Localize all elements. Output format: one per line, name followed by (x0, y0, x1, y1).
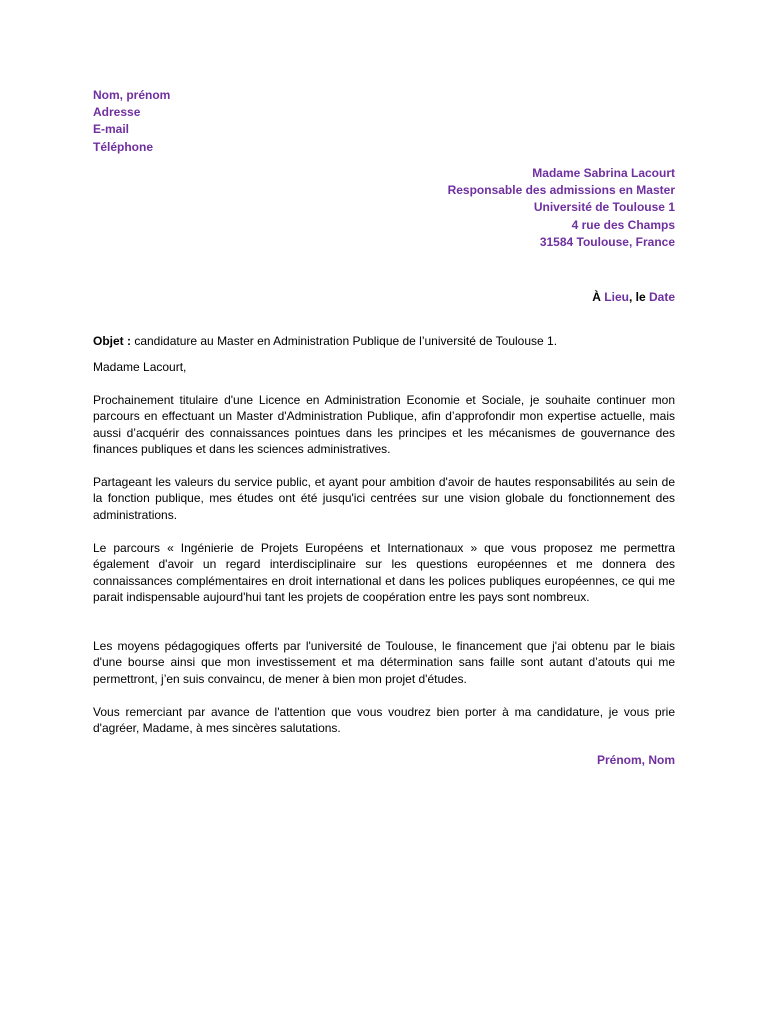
subject-label: Objet : (93, 334, 131, 348)
sender-block (93, 87, 393, 156)
sender-phone: Téléphone (93, 139, 154, 154)
body-paragraph-1: Prochainement titulaire d'une Licence en Administration Economie et Sociale, je souhaite continuer mon parcours en effectuant un Master d'Administration Publique, afin d’approfondir mon expertise actuelle, mais aussi d’acquérir des connaissances pointues dans les principes et les mécanismes de gouvernance des finances publiques et dans les sciences administratives. (93, 393, 675, 457)
place-date-separator: , le (628, 290, 649, 304)
body-paragraph-3: Le parcours « Ingénierie de Projets Européens et Internationaux » que vous proposez me permettra également d'avoir un regard interdisciplinaire sur les questions européennes et me donnera des connaissances complémentaires en droit international et dans les polices publiques européennes, ce qui me parait indispensable aujourd'hui tant les projets de coopération entre les pays sont nombreux. (93, 541, 675, 605)
salutation: Madame Lacourt, (93, 360, 187, 374)
subject-line (93, 333, 675, 349)
signature: Prénom, Nom (596, 753, 675, 767)
body-paragraph-2: Partageant les valeurs du service public, et ayant pour ambition d'avoir de hautes responsabilités au sein de la fonction publique, mes études ont été jusqu'ici centrées sur une vision globale du fonctionnement des administrations. (93, 475, 675, 522)
body-paragraph-4: Les moyens pédagogiques offerts par l'université de Toulouse, le financement que j'ai obtenu par le biais d'une bourse ainsi que mon investissement et ma détermination sans faille sont autant d’atouts qui me permettront, j’en suis convaincu, de mener à bien mon projet d'études. (93, 639, 675, 686)
sender-name: Nom, prénom (93, 88, 171, 102)
recipient-city: 31584 Toulouse, France (539, 234, 675, 249)
body-paragraph-5: Vous remerciant par avance de l'attention que vous voudrez bien porter à ma candidature, je vous prie d'agréer, Madame, à mes sincères salutations. (93, 705, 675, 736)
recipient-name: Madame Sabrina Lacourt (532, 166, 675, 180)
sender-email: E-mail (93, 122, 130, 137)
recipient-organization: Université de Toulouse 1 (533, 200, 675, 215)
recipient-title: Responsable des admissions en Master (447, 183, 675, 198)
place-field: Lieu (604, 290, 629, 304)
recipient-block (376, 165, 675, 251)
subject-text: candidature au Master en Administration Publique de l’université de Toulouse 1. (131, 334, 558, 348)
place-date-prefix: À (592, 290, 605, 304)
sender-address: Adresse (93, 105, 141, 120)
recipient-street: 4 rue des Champs (571, 217, 675, 232)
place-date-line (376, 289, 675, 306)
date-field: Date (648, 290, 675, 304)
